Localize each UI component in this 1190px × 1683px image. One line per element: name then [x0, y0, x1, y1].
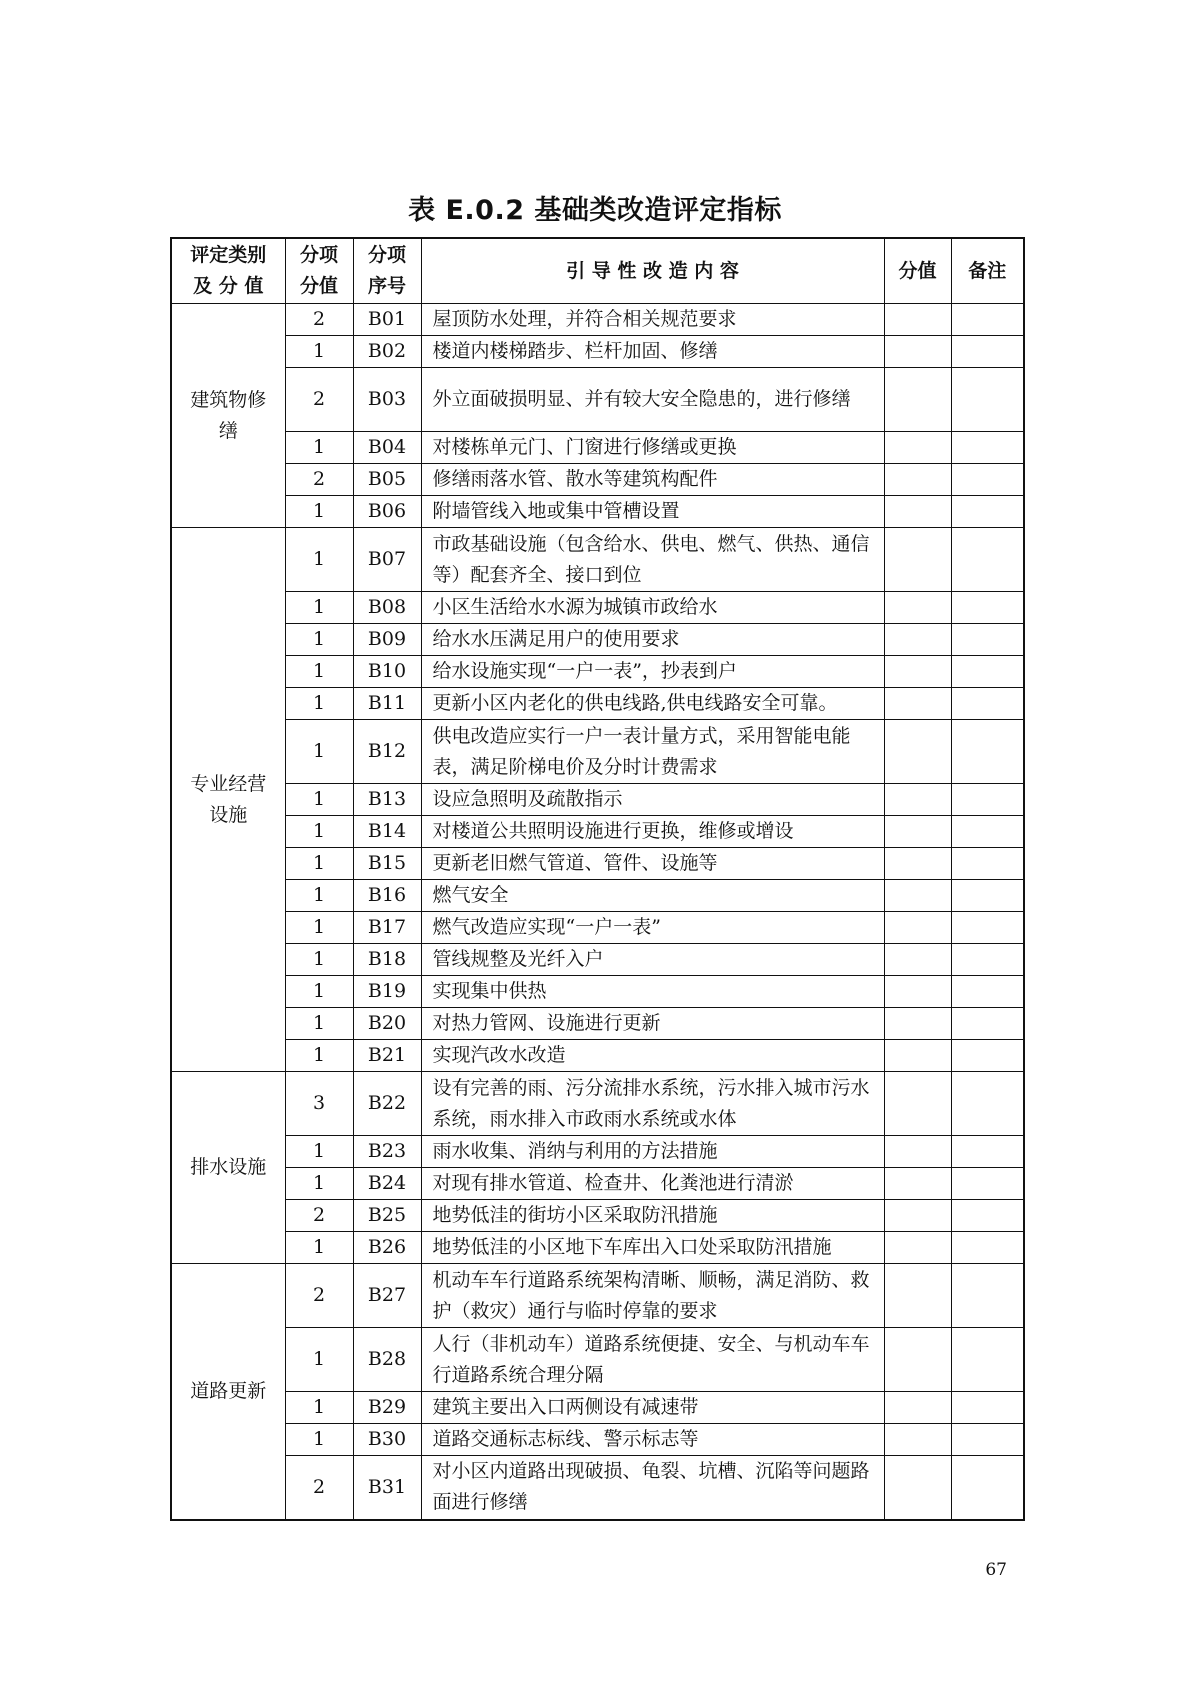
- header-score: 分值: [884, 238, 951, 304]
- score-cell[interactable]: [884, 1456, 951, 1520]
- content-cell: 建筑主要出入口两侧设有减速带: [421, 1392, 884, 1424]
- header-sub-no-line1: 分项: [367, 244, 406, 266]
- table-row: [171, 336, 1024, 368]
- remark-cell[interactable]: [951, 976, 1024, 1008]
- table-row: [171, 624, 1024, 656]
- remark-cell[interactable]: [951, 304, 1024, 336]
- category-cell: 道路更新: [171, 1264, 285, 1520]
- sub-score-cell: 1: [285, 624, 353, 656]
- sub-score-cell: 1: [285, 880, 353, 912]
- table-row: [171, 528, 1024, 592]
- content-cell: 人行（非机动车）道路系统便捷、安全、与机动车车行道路系统合理分隔: [421, 1328, 884, 1392]
- remark-cell[interactable]: [951, 368, 1024, 432]
- sub-no-cell: B26: [353, 1232, 421, 1264]
- remark-cell[interactable]: [951, 528, 1024, 592]
- table-body: [171, 304, 1024, 1520]
- score-cell[interactable]: [884, 1264, 951, 1328]
- score-cell[interactable]: [884, 1008, 951, 1040]
- sub-score-cell: 1: [285, 912, 353, 944]
- sub-no-cell: B02: [353, 336, 421, 368]
- sub-no-cell: B04: [353, 432, 421, 464]
- table-row: [171, 688, 1024, 720]
- sub-score-cell: 1: [285, 976, 353, 1008]
- header-sub-score-line2: 分值: [299, 275, 338, 297]
- score-cell[interactable]: [884, 1136, 951, 1168]
- table-row: [171, 656, 1024, 688]
- score-cell[interactable]: [884, 464, 951, 496]
- content-cell: 外立面破损明显、并有较大安全隐患的，进行修缮: [421, 368, 884, 432]
- content-cell: 设有完善的雨、污分流排水系统，污水排入城市污水系统，雨水排入市政雨水系统或水体: [421, 1072, 884, 1136]
- sub-score-cell: 2: [285, 304, 353, 336]
- score-cell[interactable]: [884, 1040, 951, 1072]
- remark-cell[interactable]: [951, 1136, 1024, 1168]
- remark-cell[interactable]: [951, 592, 1024, 624]
- sub-score-cell: 1: [285, 688, 353, 720]
- sub-no-cell: B09: [353, 624, 421, 656]
- table-row: [171, 880, 1024, 912]
- sub-no-cell: B10: [353, 656, 421, 688]
- score-cell[interactable]: [884, 592, 951, 624]
- header-category-line1: 评定类别: [190, 244, 267, 266]
- table-row: [171, 1136, 1024, 1168]
- table-row: [171, 1040, 1024, 1072]
- sub-no-cell: B25: [353, 1200, 421, 1232]
- sub-score-cell: 2: [285, 464, 353, 496]
- remark-cell[interactable]: [951, 880, 1024, 912]
- score-cell[interactable]: [884, 336, 951, 368]
- content-cell: 地势低洼的小区地下车库出入口处采取防汛措施: [421, 1232, 884, 1264]
- sub-score-cell: 3: [285, 1072, 353, 1136]
- sub-no-cell: B23: [353, 1136, 421, 1168]
- sub-no-cell: B29: [353, 1392, 421, 1424]
- table-row: [171, 1232, 1024, 1264]
- score-cell[interactable]: [884, 1232, 951, 1264]
- remark-cell[interactable]: [951, 848, 1024, 880]
- score-cell[interactable]: [884, 1072, 951, 1136]
- table-row: [171, 1072, 1024, 1136]
- content-cell: 对现有排水管道、检查井、化粪池进行清淤: [421, 1168, 884, 1200]
- score-cell[interactable]: [884, 688, 951, 720]
- table-row: [171, 1328, 1024, 1392]
- remark-cell[interactable]: [951, 656, 1024, 688]
- sub-no-cell: B11: [353, 688, 421, 720]
- remark-cell[interactable]: [951, 1456, 1024, 1520]
- table-row: [171, 592, 1024, 624]
- sub-score-cell: 1: [285, 528, 353, 592]
- category-cell: 专业经营设施: [171, 528, 285, 1072]
- score-cell[interactable]: [884, 1392, 951, 1424]
- sub-no-cell: B03: [353, 368, 421, 432]
- content-cell: 小区生活给水水源为城镇市政给水: [421, 592, 884, 624]
- score-cell[interactable]: [884, 912, 951, 944]
- score-cell[interactable]: [884, 1328, 951, 1392]
- remark-cell[interactable]: [951, 624, 1024, 656]
- header-remark: 备注: [951, 238, 1024, 304]
- header-category: [171, 238, 285, 304]
- score-cell[interactable]: [884, 528, 951, 592]
- header-sub-no-line2: 序号: [367, 275, 406, 297]
- sub-score-cell: 1: [285, 1424, 353, 1456]
- remark-cell[interactable]: [951, 1168, 1024, 1200]
- category-cell: 排水设施: [171, 1072, 285, 1264]
- sub-score-cell: 1: [285, 1328, 353, 1392]
- remark-cell[interactable]: [951, 944, 1024, 976]
- score-cell[interactable]: [884, 816, 951, 848]
- sub-score-cell: 1: [285, 432, 353, 464]
- table-row: [171, 944, 1024, 976]
- remark-cell[interactable]: [951, 1008, 1024, 1040]
- content-cell: 实现汽改水改造: [421, 1040, 884, 1072]
- table-header-row: [171, 238, 1024, 304]
- table-row: [171, 1200, 1024, 1232]
- score-cell[interactable]: [884, 432, 951, 464]
- sub-no-cell: B27: [353, 1264, 421, 1328]
- sub-score-cell: 1: [285, 592, 353, 624]
- remark-cell[interactable]: [951, 688, 1024, 720]
- table-row: [171, 1168, 1024, 1200]
- content-cell: 附墙管线入地或集中管槽设置: [421, 496, 884, 528]
- table-row: [171, 976, 1024, 1008]
- content-cell: 燃气安全: [421, 880, 884, 912]
- score-cell[interactable]: [884, 880, 951, 912]
- table-row: [171, 720, 1024, 784]
- content-cell: 雨水收集、消纳与利用的方法措施: [421, 1136, 884, 1168]
- remark-cell[interactable]: [951, 432, 1024, 464]
- score-cell[interactable]: [884, 720, 951, 784]
- remark-cell[interactable]: [951, 1200, 1024, 1232]
- sub-no-cell: B16: [353, 880, 421, 912]
- remark-cell[interactable]: [951, 1392, 1024, 1424]
- content-cell: 对小区内道路出现破损、龟裂、坑槽、沉陷等问题路面进行修缮: [421, 1456, 884, 1520]
- content-cell: 管线规整及光纤入户: [421, 944, 884, 976]
- content-cell: 实现集中供热: [421, 976, 884, 1008]
- sub-no-cell: B06: [353, 496, 421, 528]
- category-cell: 建筑物修缮: [171, 304, 285, 528]
- table-row: [171, 304, 1024, 336]
- content-cell: 更新小区内老化的供电线路,供电线路安全可靠。: [421, 688, 884, 720]
- sub-no-cell: B28: [353, 1328, 421, 1392]
- table-row: [171, 464, 1024, 496]
- header-category-line2: 及 分 值: [193, 275, 264, 297]
- sub-no-cell: B31: [353, 1456, 421, 1520]
- sub-score-cell: 2: [285, 368, 353, 432]
- remark-cell[interactable]: [951, 1232, 1024, 1264]
- page-title: 表 E.0.2 基础类改造评定指标: [408, 195, 782, 226]
- table-row: [171, 848, 1024, 880]
- header-sub-no: [353, 238, 421, 304]
- table-row: [171, 368, 1024, 432]
- sub-score-cell: 1: [285, 1008, 353, 1040]
- score-cell[interactable]: [884, 656, 951, 688]
- sub-score-cell: 1: [285, 656, 353, 688]
- sub-score-cell: 1: [285, 1232, 353, 1264]
- remark-cell[interactable]: [951, 1040, 1024, 1072]
- score-cell[interactable]: [884, 1200, 951, 1232]
- sub-score-cell: 1: [285, 336, 353, 368]
- sub-no-cell: B20: [353, 1008, 421, 1040]
- score-cell[interactable]: [884, 784, 951, 816]
- sub-score-cell: 2: [285, 1456, 353, 1520]
- content-cell: 更新老旧燃气管道、管件、设施等: [421, 848, 884, 880]
- content-cell: 供电改造应实行一户一表计量方式，采用智能电能表，满足阶梯电价及分时计费需求: [421, 720, 884, 784]
- table-row: [171, 784, 1024, 816]
- score-cell[interactable]: [884, 848, 951, 880]
- sub-score-cell: 1: [285, 816, 353, 848]
- sub-no-cell: B12: [353, 720, 421, 784]
- content-cell: 给水水压满足用户的使用要求: [421, 624, 884, 656]
- sub-no-cell: B18: [353, 944, 421, 976]
- sub-no-cell: B21: [353, 1040, 421, 1072]
- sub-no-cell: B13: [353, 784, 421, 816]
- content-cell: 市政基础设施（包含给水、供电、燃气、供热、通信等）配套齐全、接口到位: [421, 528, 884, 592]
- content-cell: 修缮雨落水管、散水等建筑构配件: [421, 464, 884, 496]
- content-cell: 地势低洼的街坊小区采取防汛措施: [421, 1200, 884, 1232]
- sub-score-cell: 1: [285, 848, 353, 880]
- sub-no-cell: B07: [353, 528, 421, 592]
- sub-score-cell: 1: [285, 720, 353, 784]
- table-row: [171, 816, 1024, 848]
- evaluation-table: [170, 237, 1025, 1521]
- content-cell: 对楼道公共照明设施进行更换，维修或增设: [421, 816, 884, 848]
- sub-no-cell: B24: [353, 1168, 421, 1200]
- remark-cell[interactable]: [951, 784, 1024, 816]
- sub-score-cell: 1: [285, 1168, 353, 1200]
- remark-cell[interactable]: [951, 912, 1024, 944]
- table-row: [171, 1264, 1024, 1328]
- table-row: [171, 1392, 1024, 1424]
- table-row: [171, 1456, 1024, 1520]
- content-cell: 机动车车行道路系统架构清晰、顺畅，满足消防、救护（救灾）通行与临时停靠的要求: [421, 1264, 884, 1328]
- sub-score-cell: 1: [285, 784, 353, 816]
- sub-score-cell: 2: [285, 1264, 353, 1328]
- table-row: [171, 496, 1024, 528]
- remark-cell[interactable]: [951, 336, 1024, 368]
- score-cell[interactable]: [884, 976, 951, 1008]
- sub-score-cell: 1: [285, 944, 353, 976]
- table-row: [171, 1008, 1024, 1040]
- sub-no-cell: B17: [353, 912, 421, 944]
- content-cell: 楼道内楼梯踏步、栏杆加固、修缮: [421, 336, 884, 368]
- score-cell[interactable]: [884, 368, 951, 432]
- header-sub-score: [285, 238, 353, 304]
- table-row: [171, 1424, 1024, 1456]
- content-cell: 燃气改造应实现“一户一表”: [421, 912, 884, 944]
- content-cell: 设应急照明及疏散指示: [421, 784, 884, 816]
- score-cell[interactable]: [884, 1424, 951, 1456]
- header-sub-score-line1: 分项: [299, 244, 338, 266]
- remark-cell[interactable]: [951, 496, 1024, 528]
- remark-cell[interactable]: [951, 816, 1024, 848]
- score-cell[interactable]: [884, 944, 951, 976]
- remark-cell[interactable]: [951, 1264, 1024, 1328]
- sub-no-cell: B22: [353, 1072, 421, 1136]
- sub-no-cell: B14: [353, 816, 421, 848]
- sub-no-cell: B19: [353, 976, 421, 1008]
- sub-score-cell: 1: [285, 1392, 353, 1424]
- content-cell: 给水设施实现“一户一表”，抄表到户: [421, 656, 884, 688]
- score-cell[interactable]: [884, 304, 951, 336]
- sub-no-cell: B15: [353, 848, 421, 880]
- remark-cell[interactable]: [951, 1072, 1024, 1136]
- remark-cell[interactable]: [951, 720, 1024, 784]
- score-cell[interactable]: [884, 624, 951, 656]
- sub-score-cell: 1: [285, 496, 353, 528]
- table-row: [171, 432, 1024, 464]
- content-cell: 对楼栋单元门、门窗进行修缮或更换: [421, 432, 884, 464]
- sub-no-cell: B05: [353, 464, 421, 496]
- score-cell[interactable]: [884, 1168, 951, 1200]
- sub-no-cell: B08: [353, 592, 421, 624]
- page-number: 67: [985, 1560, 1007, 1580]
- content-cell: 对热力管网、设施进行更新: [421, 1008, 884, 1040]
- score-cell[interactable]: [884, 496, 951, 528]
- remark-cell[interactable]: [951, 1328, 1024, 1392]
- content-cell: 道路交通标志标线、警示标志等: [421, 1424, 884, 1456]
- sub-no-cell: B30: [353, 1424, 421, 1456]
- remark-cell[interactable]: [951, 464, 1024, 496]
- sub-score-cell: 1: [285, 1136, 353, 1168]
- sub-score-cell: 2: [285, 1200, 353, 1232]
- sub-score-cell: 1: [285, 1040, 353, 1072]
- table-row: [171, 912, 1024, 944]
- header-content: 引 导 性 改 造 内 容: [421, 238, 884, 304]
- content-cell: 屋顶防水处理，并符合相关规范要求: [421, 304, 884, 336]
- sub-no-cell: B01: [353, 304, 421, 336]
- remark-cell[interactable]: [951, 1424, 1024, 1456]
